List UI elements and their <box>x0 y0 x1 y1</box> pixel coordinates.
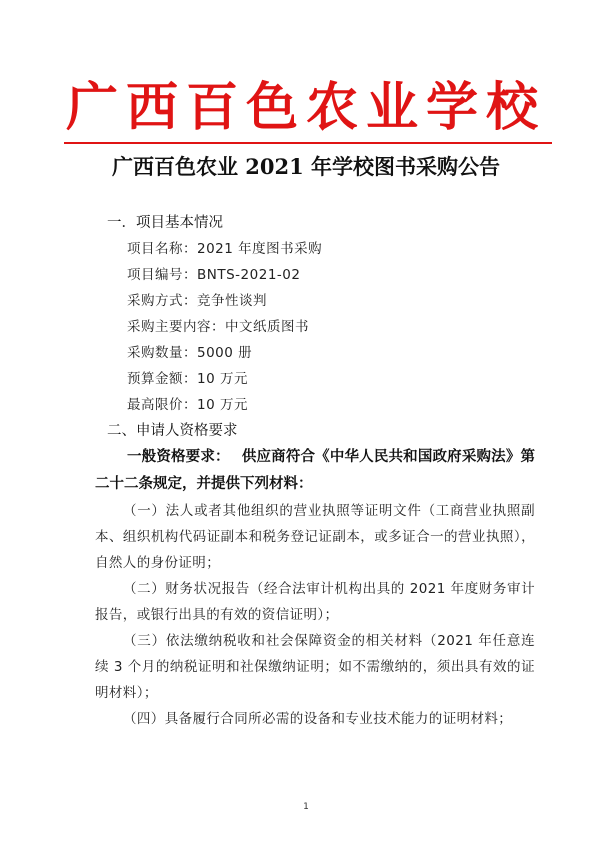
page-number: 1 <box>303 802 309 812</box>
field-procurement-content <box>95 314 535 340</box>
field-label: 采购主要内容： <box>127 319 225 335</box>
requirement-item-2: （二）财务状况报告（经合法审计机构出具的 2021 年度财务审计报告，或银行出具的有效的资信证明）； <box>95 581 535 623</box>
field-value: 10 万元 <box>197 397 248 413</box>
field-procurement-method <box>95 288 535 314</box>
document-body <box>95 210 535 732</box>
field-value: 竞争性谈判 <box>197 293 267 309</box>
field-label: 采购方式： <box>127 293 197 309</box>
general-requirements-text: 供应商符合《中华人民共和国政府采购法》第二十二条规定，并提供下列材料： <box>95 449 536 492</box>
field-budget <box>95 366 535 392</box>
field-label: 项目名称： <box>127 241 197 257</box>
field-label: 项目编号： <box>127 267 197 283</box>
field-max-price <box>95 392 535 418</box>
general-requirements-label: 一般资格要求： <box>127 449 230 465</box>
field-project-number <box>95 262 535 288</box>
field-project-name <box>95 236 535 262</box>
letterhead-divider <box>64 142 552 144</box>
field-value: 中文纸质图书 <box>225 319 309 335</box>
general-requirements <box>95 444 535 498</box>
section-heading-qualifications: 二、申请人资格要求 <box>107 423 238 439</box>
school-letterhead: 广西百色农业学校 <box>65 77 546 138</box>
field-value: 10 万元 <box>197 371 248 387</box>
document-title: 广西百色农业 2021 年学校图书采购公告 <box>111 154 501 179</box>
field-value: BNTS-2021-02 <box>197 267 301 283</box>
requirement-item-1: （一）法人或者其他组织的营业执照等证明文件（工商营业执照副本、组织机构代码证副本和税务登记证副本，或多证合一的营业执照），自然人的身份证明； <box>95 503 535 571</box>
field-value: 5000 册 <box>197 345 253 361</box>
requirement-item-3: （三）依法缴纳税收和社会保障资金的相关材料（2021 年任意连续 3 个月的纳税证明和社保缴纳证明；如不需缴纳的，须出具有效的证明材料）； <box>95 633 535 701</box>
field-label: 最高限价： <box>127 397 197 413</box>
field-quantity <box>95 340 535 366</box>
field-label: 预算金额： <box>127 371 197 387</box>
field-value: 2021 年度图书采购 <box>197 241 323 257</box>
section-heading-basic-info: 一．项目基本情况 <box>107 215 223 231</box>
requirement-item-4: （四）具备履行合同所必需的设备和专业技术能力的证明材料； <box>123 711 513 727</box>
field-label: 采购数量： <box>127 345 197 361</box>
